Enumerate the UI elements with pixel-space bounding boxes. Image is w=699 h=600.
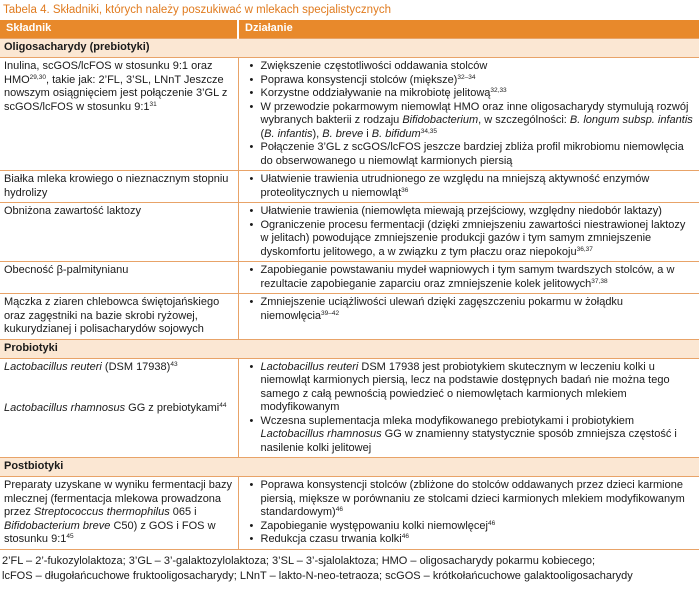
item-text: Poprawa konsystencji stolców (miększe) xyxy=(260,73,458,86)
reference-sup: 46 xyxy=(401,533,409,540)
ingredient-cell xyxy=(0,358,238,458)
item-text: Redukcja czasu trwania kolki xyxy=(260,533,402,545)
section-probiotics xyxy=(0,339,699,358)
ingredient-text: Obecność β-palmitynianu xyxy=(4,264,129,276)
item-italic: Lactobacillus reuteri xyxy=(260,360,359,373)
reference-sup: 46 xyxy=(335,506,343,513)
item-italic: B. breve xyxy=(322,127,364,140)
item-text: Zapobieganie występowaniu kolki niemowlęcej xyxy=(260,519,488,532)
action-list xyxy=(247,479,696,547)
item-italic: B. longum subsp. infantis xyxy=(569,114,693,126)
item-text: Połączenie 3’GL z scGOS/lcFOS jeszcze bardziej zbliża profil mikrobiomu niemowlęcia do obserwowanego u niemowląt karmionych piersią xyxy=(260,141,684,167)
action-cell xyxy=(238,358,699,458)
reference-sup: 32–34 xyxy=(457,73,476,81)
list-item xyxy=(247,60,696,74)
ingredient-text: Białka mleka krowiego o nieznacznym stopniu hydrolizy xyxy=(4,173,229,199)
table-row xyxy=(0,58,699,171)
reference-sup: 29,30 xyxy=(29,73,46,81)
ingredient-line xyxy=(4,361,234,375)
list-item xyxy=(247,74,696,88)
table-row xyxy=(0,294,699,340)
action-cell xyxy=(238,477,699,550)
table-row xyxy=(0,358,699,458)
item-text: ( xyxy=(260,127,265,140)
ingredient-text: Obniżona zawartość laktozy xyxy=(4,205,141,217)
action-list xyxy=(247,60,696,168)
reference-sup: 37,38 xyxy=(591,277,608,285)
action-cell xyxy=(238,294,699,340)
action-cell xyxy=(238,171,699,203)
item-italic: Lactobacillus rhamnosus xyxy=(260,428,382,440)
table-row xyxy=(0,203,699,262)
reference-sup: 39–42 xyxy=(321,309,340,317)
ingredient-cell xyxy=(0,203,238,262)
reference-sup: 46 xyxy=(487,519,496,527)
ingredient-text: , takie jak: 2’FL, 3’SL, LNnT Jeszcze nowszym osiągnięciem jest połączenie 3’GL z scGOS/lcFOS w stosunku 9:1 xyxy=(4,73,228,113)
item-text: Ułatwienie trawienia utrudnionego ze względu na mniejszą aktywność enzymów proteolitycznych u niemowląt xyxy=(260,173,650,199)
reference-sup: 44 xyxy=(219,402,227,409)
item-text: Zwiększenie częstotliwości oddawania stolców xyxy=(260,60,488,72)
action-list xyxy=(247,296,696,323)
reference-sup: 32,33 xyxy=(490,87,507,94)
item-text: Poprawa konsystencji stolców (zbliżone do stolców oddawanych przez dzieci karmione piersią, miększe w porównaniu ze stolcami dzieci karmionych mlekiem modyfikowanym standardowym) xyxy=(260,479,685,518)
list-item xyxy=(247,205,696,219)
action-cell xyxy=(238,203,699,262)
action-cell xyxy=(238,58,699,171)
section-label: Postbiotyki xyxy=(0,458,699,477)
header-action: Działanie xyxy=(238,20,699,39)
table-row xyxy=(0,477,699,550)
list-item xyxy=(247,361,696,415)
section-postbiotics xyxy=(0,458,699,477)
ingredient-italic: Bifidobacterium breve xyxy=(4,519,111,532)
ingredient-cell xyxy=(0,294,238,340)
list-item xyxy=(247,264,696,291)
item-text: Ułatwienie trawienia (niemowlęta miewają przejściowy, względny niedobór laktazy) xyxy=(260,205,662,217)
ingredient-cell xyxy=(0,58,238,171)
ingredients-table xyxy=(0,20,699,550)
list-item xyxy=(247,520,696,534)
ingredient-line xyxy=(4,402,234,416)
item-text: Wczesna suplementacja mleka modyfikowanego prebiotykami i probiotykiem xyxy=(260,414,635,427)
item-text: Zmniejszenie uciążliwości ulewań dzięki zagęszczeniu pokarmu w żołądku niemowlęcia xyxy=(260,296,624,322)
table-caption: Tabela 4. Składniki, których należy poszukiwać w mlekach specjalistycznych xyxy=(3,4,391,16)
ingredient-text: Mączka z ziaren chlebowca świętojańskiego oraz zagęstniki na bazie skrobi ryżowej, kukurydzianej i polisacharydów sojowych xyxy=(4,296,220,335)
table-footnote xyxy=(0,550,699,584)
item-text: ), xyxy=(312,127,323,140)
list-item xyxy=(247,173,696,200)
item-text: Zapobieganie powstawaniu mydeł wapniowych i tym samym twardszych stolców, a w rezultacie zapobieganie zaparciu oraz zmniejszenie kolek jelitowych xyxy=(260,264,675,290)
ingredient-text: Preparaty uzyskane w wyniku fermentacji bazy mlecznej (fermentacja mlekowa prowadzona przez xyxy=(4,479,233,518)
ingredient-cell xyxy=(0,262,238,294)
ingredient-text: 065 i xyxy=(169,506,197,518)
footnote-line: lcFOS – długołańcuchowe fruktooligosacharydy; LNnT – lakto-N-neo-tetraoza; scGOS – krótkołańcuchowe galaktooligosacharydy xyxy=(2,569,633,582)
item-italic: B. bifidum xyxy=(371,127,421,140)
ingredient-italic: Lactobacillus rhamnosus xyxy=(4,402,126,414)
ingredient-italic: Lactobacillus reuteri xyxy=(4,360,102,373)
item-text: Korzystne oddziaływanie na mikrobiotę jelitową xyxy=(260,87,491,99)
action-cell xyxy=(238,262,699,294)
item-text: Ograniczenie procesu fermentacji (dzięki zmniejszeniu zawartości niestrawionej laktozy w jelitach) powodujące zmniejszenie produkcji gazów i tym samym zmniejszenie dyskomfortu jelitowego, a w związku z tym płaczu oraz niepokoju xyxy=(260,218,686,258)
footnote-line: 2’FL – 2’-fukozylolaktoza; 3’GL – 3’-galaktozylolaktoza; 3’SL – 3’-sjalolaktoza; HMO – oligosacharydy pokarmu kobiecego; xyxy=(2,554,596,567)
item-italic: Bifidobacterium xyxy=(402,114,479,126)
action-list xyxy=(247,361,696,456)
spacer xyxy=(4,374,234,402)
list-item xyxy=(247,87,696,101)
list-item xyxy=(247,533,696,547)
action-list xyxy=(247,264,696,291)
table-row xyxy=(0,262,699,294)
table-header-row xyxy=(0,20,699,39)
ingredient-text: GG z prebiotykami xyxy=(125,402,220,414)
reference-sup: 34,35 xyxy=(420,127,437,135)
ingredient-text: (DSM 17938) xyxy=(101,360,171,373)
item-text: GG w znamienny statystycznie sposób zmniejsza częstość i nasilenie kolki jelitowej xyxy=(260,428,677,454)
reference-sup: 31 xyxy=(149,100,157,108)
list-item xyxy=(247,141,696,168)
item-text: DSM 17938 jest probiotykiem skutecznym w leczeniu kolki u niemowląt karmionych piersią, lecz na podstawie dostępnych badań nie można tego samego z całą pewnością powiedzieć o niemowlętach karmionych mlekiem modyfikowanym xyxy=(260,360,670,413)
section-label: Probiotyki xyxy=(0,339,699,358)
section-label: Oligosacharydy (prebiotyki) xyxy=(0,39,699,58)
ingredient-italic: Streptococcus thermophilus xyxy=(33,506,170,518)
reference-sup: 45 xyxy=(66,533,74,540)
list-item xyxy=(247,415,696,456)
item-italic: B. infantis xyxy=(264,127,313,140)
item-text: i xyxy=(363,127,372,140)
reference-sup: 43 xyxy=(170,360,178,368)
list-item xyxy=(247,219,696,260)
ingredient-text: C50) z GOS i FOS w stosunku 9:1 xyxy=(4,519,216,545)
ingredient-text: Inulina, scGOS/lcFOS w stosunku 9:1 oraz HMO xyxy=(4,60,213,86)
header-ingredient: Składnik xyxy=(0,20,238,39)
action-list xyxy=(247,205,696,259)
ingredient-cell xyxy=(0,171,238,203)
list-item xyxy=(247,101,696,142)
section-oligosaccharides xyxy=(0,39,699,58)
item-text: W przewodzie pokarmowym niemowląt HMO oraz inne oligosacharydy stymulują rozwój wybranych bakterii z rodzaju xyxy=(260,100,689,126)
table-row xyxy=(0,171,699,203)
list-item xyxy=(247,296,696,323)
list-item xyxy=(247,479,696,520)
reference-sup: 36,37 xyxy=(576,245,593,253)
item-text: , w szczególności: xyxy=(478,114,570,126)
reference-sup: 36 xyxy=(401,186,409,194)
action-list xyxy=(247,173,696,200)
ingredient-cell xyxy=(0,477,238,550)
